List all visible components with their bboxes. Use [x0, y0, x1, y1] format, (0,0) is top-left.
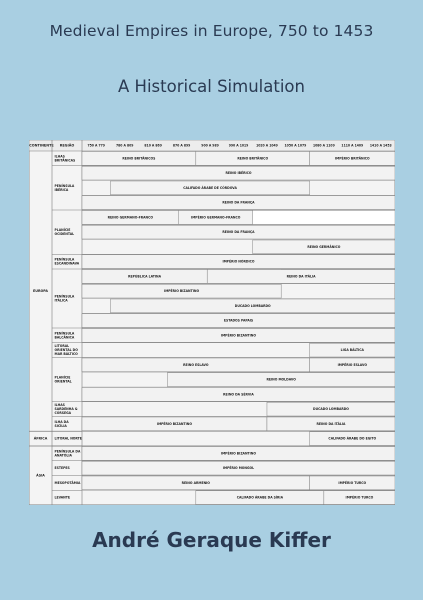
header-period: 1050 A 1079 [284, 143, 307, 148]
region-label: LEVANTE [54, 495, 70, 500]
table-svg [29, 140, 395, 505]
empire-label: REINO DA FRANÇA [222, 230, 255, 235]
empire-label: DUCADO LOMBARDO [313, 407, 349, 412]
header-period: 1080 A 1109 [312, 143, 335, 148]
region-label: ILHA DA SICÍLIA [54, 419, 69, 428]
header-period: 990 A 1019 [228, 143, 249, 148]
region-label: ESTEPES [54, 466, 70, 471]
empire-label: REINO DA SÉRVIA [223, 392, 254, 397]
empire-label: REINO BRITÂNICO [237, 156, 269, 161]
empire-label: REINO BRITÂNICOS [122, 156, 156, 161]
empire-label: IMPÉRIO BIZANTINO [156, 421, 193, 426]
empire-label: CALIFADO ÁRABE DE CÓRDOVA [183, 185, 237, 190]
region-label: PLANÍCIE ORIENTAL [54, 375, 72, 384]
empire-label: IMPÉRIO ESLAVO [337, 362, 367, 367]
empire-label: REINO DA FRANÇA [222, 200, 255, 205]
empire-label: DUCADO LOMBARDO [234, 303, 271, 308]
header-period: 1110 A 1409 [341, 143, 364, 148]
region-label: PENÍNSULA DA ANATÓLIA [54, 449, 81, 458]
continent-label: EUROPA [33, 289, 48, 294]
empire-label: REINO ARMENIO [181, 480, 210, 485]
empire-label: IMPÉRIO BIZANTINO [164, 289, 200, 294]
empire-label: IMPÉRIO BIZANTINO [220, 451, 257, 456]
header-continent: CONTINENTE [29, 143, 54, 148]
header-period: 900 A 989 [201, 143, 219, 148]
empire-label: IMPÉRIO GERMANO-FRANCO [191, 215, 241, 220]
empire-label: LIGA BÁLTICA [340, 348, 364, 353]
empire-label: REINO IBÉRICO [225, 171, 252, 176]
region-label: PENÍNSULA BALCÂNICA [54, 331, 75, 340]
header-region: REGIÃO [59, 143, 75, 148]
continent-label: ÁSIA [36, 473, 45, 478]
empire-label: ESTADOS PAPAIS [223, 318, 254, 323]
header-period: 1410 A 1453 [369, 143, 392, 148]
empire-label: REINO DA ITÁLIA [316, 421, 346, 426]
empire-label: REINO GERMÂNICO [307, 244, 341, 249]
empire-label: IMPÉRIO NÓRDICO [222, 259, 255, 264]
author-name: André Geraque Kiffer [92, 528, 331, 552]
region-label: PENÍNSULA ITÁLICA [54, 294, 75, 303]
region-label: ILHAS BRITÂNICAS [54, 154, 76, 163]
empire-label: REPÚBLICA LATINA [128, 274, 162, 279]
region-label: PENÍNSULA IBÉRICA [54, 183, 75, 192]
region-label: LITORAL NORTE [54, 436, 82, 441]
empire-label: REINO MOLDAVO [266, 377, 296, 382]
region-label: LITORAL ORIENTAL DO MAR BÁLTICO [54, 344, 78, 357]
empire-label: REINO ESLAVO [183, 362, 209, 367]
book-subtitle: A Historical Simulation [118, 77, 305, 96]
empire-label: IMPÉRIO MONGOL [222, 466, 255, 471]
region-label: ILHAS SARDENHA & CÓRSEGA [54, 403, 78, 416]
header-period: 810 A 869 [144, 143, 162, 148]
region-label: MESOPOTÂMIA [54, 480, 81, 485]
empire-timeline-table [29, 140, 395, 505]
empire-label: IMPÉRIO BRITÂNICO [334, 156, 370, 161]
book-title: Medieval Empires in Europe, 750 to 1453 [49, 22, 374, 40]
empire-label: CALIFADO ÁRABE DO EGITO [328, 436, 377, 441]
empire-label: REINO GERMANO-FRANCO [107, 215, 154, 220]
empire-label: CALIFADO ÁRABE DA SÍRIA [236, 495, 283, 500]
blank-cell [253, 210, 395, 224]
region-label: PLANÍCIE OCIDENTAL [54, 228, 75, 237]
continent-label: ÁFRICA [33, 436, 48, 441]
header-period: 870 A 899 [172, 143, 191, 148]
header-period: 1020 A 1049 [256, 143, 278, 148]
region-label: PENÍNSULA ESCANDINAVA [54, 257, 80, 266]
empire-label: IMPÉRIO BIZANTINO [220, 333, 257, 338]
empire-label: IMPÉRIO TURCO [338, 480, 367, 485]
empire-label: IMPÉRIO TURCO [345, 495, 374, 500]
empire-label: REINO DA ITÁLIA [286, 274, 316, 279]
header-period: 780 A 809 [115, 143, 134, 148]
header-period: 750 A 779 [87, 143, 105, 148]
